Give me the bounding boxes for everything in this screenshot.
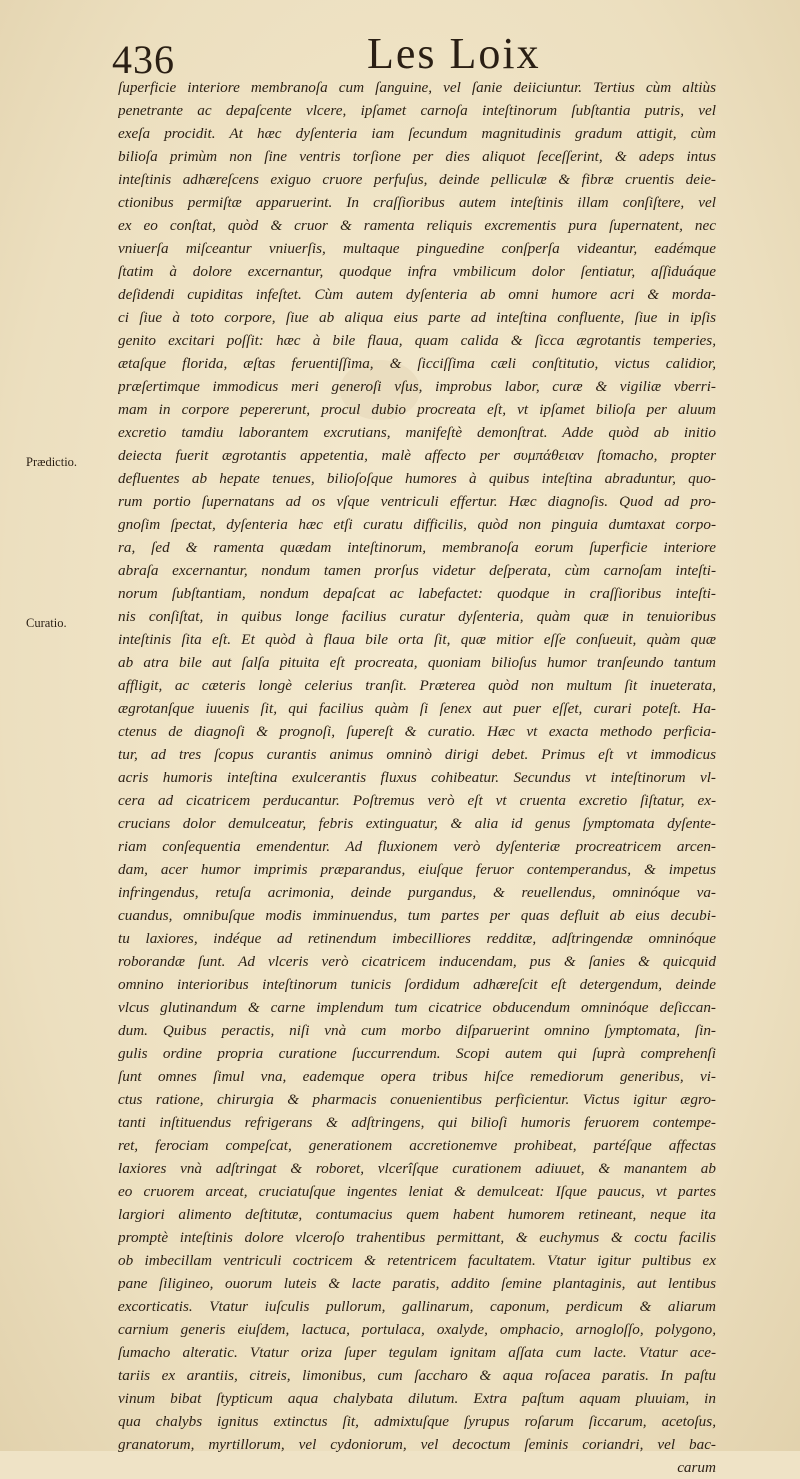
text-line: excorticatis. Vtatur iuſculis pullorum, gallinarum, caponum, perdicum & aliarum [118,1298,716,1315]
text-line: vniuerſa miſceantur vniuerſis, multaque pinguedine conſperſa videantur, eadémque [118,240,716,257]
text-line: ætaſque florida, æſtas feruentiſſima, & ſicciſſima cæli conſtitutio, victus calidior, [118,355,716,372]
text-line: omnino interioribus inteſtinorum tunicis ſordidum adhæreſcit eſt detergendum, deinde [118,976,716,993]
text-line: riam conſequentia emendentur. Ad fluxionem verò dyſenteriæ procreatricem arcen- [118,838,716,855]
text-line: granatorum, myrtillorum, vel cydoniorum, vel decoctum ſeminis coriandri, vel bac- [118,1436,716,1453]
text-line: defluentes ab hepate tenues, bilioſoſque humores à quibus inteſtina abraduntur, quo- [118,470,716,487]
text-line: cuandus, omnibuſque modis imminuendus, tum partes per quas defluit ab eius decubi- [118,907,716,924]
text-line: ra, ſed & ramenta quædam inteſtinorum, membranoſa eorum ſuperficie interiore [118,539,716,556]
margin-note-praedictio: Prædictio. [26,455,78,469]
text-line: dam, acer humor imprimis præparandus, eiuſque feruor contemperandus, & impetus [118,861,716,878]
text-line: tu laxiores, indéque ad retinendum imbecilliores redditæ, adſtringendæ omninóque [118,930,716,947]
text-line: ex eo conſtat, quòd & cruor & ramenta reliquis excrementis pura ſupernatent, nec [118,217,716,234]
text-line: exeſa procidit. At hæc dyſenteria iam ſecundum magnitudinis gradum attigit, cùm [118,125,716,142]
text-line: pane ſiligineo, ouorum luteis & lacte paratis, addito ſemine plantaginis, aut lentibus [118,1275,716,1292]
text-line: excretio tamdiu laborantem excrutians, manifeſtè demonſtrat. Adde quòd ab initio [118,424,716,441]
text-line: penetrante ac depaſcente vlcere, ipſamet carnoſa inteſtinorum ſubſtantia putris, vel [118,102,716,119]
text-line: ctenus de diagnoſi & prognoſi, ſupereſt & curatio. Hæc vt exacta methodo perficia- [118,723,716,740]
text-line: ab atra bile aut ſalſa pituita eſt procreata, quoniam bilioſus humor tranſeundo tantum [118,654,716,671]
text-line: ctionibus permiſtæ apparuerint. In craſſioribus autem inteſtinis illam conſiſtere, vel [118,194,716,211]
text-line: ſtatim à dolore excernantur, quodque infra vmbilicum dolor ſentiatur, aſſiduáque [118,263,716,280]
text-line: vlcus glutinandum & carne implendum tum cicatrice obducendum omninóque deſiccan- [118,999,716,1016]
text-line: deſidendi cupiditas infeſtet. Cùm autem dyſenteria ab omni humore acri & morda- [118,286,716,303]
text-line: dum. Quibus peractis, niſi vnà cum morbo diſparuerint omnino ſymptomata, ſin- [118,1022,716,1039]
text-line: genito excitari poſſit: hæc à bile flaua, quam calida & ſicca ægrotantis temperies, [118,332,716,349]
text-line: inteſtinis adhæreſcens exiguo cruore perfuſus, deinde pelliculæ & fibræ cruentis deie- [118,171,716,188]
text-line: crucians dolor demulceatur, febris extinguatur, & alia id genus ſymptomata dyſente- [118,815,716,832]
text-line: bilioſa primùm non ſine ventris torſione per dies aliquot ſeceſſerint, & adeps intus [118,148,716,165]
text-line: ob imbecillam ventriculi coctricem & retentricem facultatem. Vtatur igitur pultibus ex [118,1252,716,1269]
text-line: præſertimque immodicus meri generoſi vſus, improbus labor, curæ & vigiliæ vberri- [118,378,716,395]
text-line: ctus ratione, chirurgia & pharmacis conuenientibus perficientur. Victus igitur ægro- [118,1091,716,1108]
text-line: cera ad cicatricem perducantur. Poſtremus verò eſt vt cruenta excretio ſiſtatur, ex- [118,792,716,809]
text-line: deiecta fuerit ægrotantis appetentia, malè affecto per συμπάθειαν ſtomacho, propter [118,447,716,464]
text-line: mam in corpore pepererunt, procul dubio procreata eſt, vt ipſamet bilioſa per aluum [118,401,716,418]
text-line: inteſtinis ſita eſt. Et quòd à flaua bile orta ſit, quæ mitior eſſe conſueuit, quàm quæ [118,631,716,648]
text-line: tur, ad tres ſcopus curantis animus omninò dirigi debet. Primus eſt vt immodicus [118,746,716,763]
text-line: ægrotanſque iuuenis ſit, qui facilius quàm ſi ſenex aut puer eſſet, curari poteſt. Ha- [118,700,716,717]
text-line: gulis ordine propria curatione ſuccurrendum. Scopi autem qui ſuprà comprehenſi [118,1045,716,1062]
running-title: Les Loix [367,29,541,78]
page-number: 436 [112,37,175,82]
text-line: vinum bibat ſtypticum aqua chalybata dilutum. Extra paſtum aquam pluuiam, in [118,1390,716,1407]
text-line: acris humoris inteſtina exulcerantis fluxus cohibeatur. Secundus vt inteſtinorum vl- [118,769,716,786]
text-line: promptè inteſtinis dolore vlceroſo trahentibus permittant, & euchymus & coctu facilis [118,1229,716,1246]
margin-note-curatio: Curatio. [26,616,67,630]
text-line: ci ſiue à toto corpore, ſiue ab aliqua eius parte ad inteſtina confluente, ſiue in ipſis [118,309,716,326]
text-line: carum [677,1459,716,1476]
text-line: ſuperficie interiore membranoſa cum ſanguine, vel ſanie deiiciuntur. Tertius cùm altiùs [118,79,716,96]
text-line: carnium generis eiuſdem, lactuca, portulaca, oxalyde, omphacio, arnogloſſo, polygono, [118,1321,716,1338]
text-line: ret, ferociam compeſcat, generationem accretionemve prohibeat, partéſque affectas [118,1137,716,1154]
text-line: qua chalybs ignitus extinctus ſit, admixtuſque ſyrupus roſarum ſiccarum, acetoſus, [118,1413,716,1430]
text-line: gnoſim ſpectat, dyſenteria hæc etſi curatu difficilis, quòd non pinguia dumtaxat corpo- [118,516,716,533]
text-line: ſunt omnes ſimul vna, eademque opera tribus hiſce remediorum generibus, vi- [118,1068,716,1085]
text-line: rum portio ſupernatans ad os vſque ventriculi effertur. Hæc diagnoſis. Quod ad pro- [118,493,716,510]
text-line: tanti inſtituendus refrigerans & adſtringens, qui bilioſi humoris feruorem contempe- [118,1114,716,1131]
text-line: laxiores vnà adſtringat & roboret, vlcerîſque curationem adiuuet, & manantem ab [118,1160,716,1177]
text-line: roborandæ ſunt. Ad vlceris verò cicatricem inducendam, pus & ſanies & quicquid [118,953,716,970]
text-line: infringendus, retuſa acrimonia, deinde purgandus, & reuellendus, omninóque va- [118,884,716,901]
page-header [112,28,732,82]
text-line: eo cruorem arceat, cruciatuſque ingentes leniat & demulceat: Iſque paucus, vt partes [118,1183,716,1200]
body-text [118,76,716,1479]
text-line: largiori alimento deſtitutæ, contumacius quem habent humorem retineant, neque ita [118,1206,716,1223]
text-line: affligit, ac cæteris longè celerius tranſit. Præterea quòd non multum ſit inueterata, [118,677,716,694]
text-line: abraſa excernantur, nondum tamen prorſus videtur deſperata, cùm carnoſam inteſti- [118,562,716,579]
text-line: norum ſubſtantiam, nondum depaſcat ac labefactet: quodque in craſſioribus inteſti- [118,585,716,602]
text-line: tariis ex arantiis, citreis, limonibus, cum ſaccharo & aqua roſacea paratis. In paſtu [118,1367,716,1384]
text-line: nis conſiſtat, in quibus longe facilius curatur dyſenteria, quàm quæ in tenuioribus [118,608,716,625]
text-line: ſumacho alteratic. Vtatur oriza ſuper tegulam ignitam aſſata cum lacte. Vtatur ace- [118,1344,716,1361]
